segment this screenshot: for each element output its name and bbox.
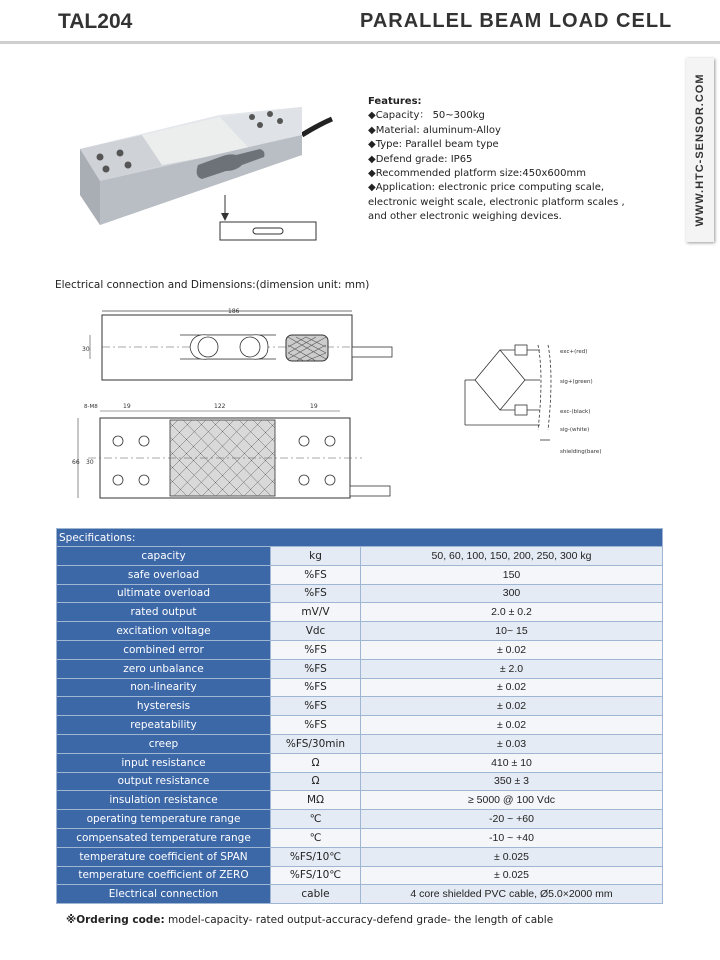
table-row — [57, 603, 663, 622]
spec-value: 410 ± 10 — [361, 753, 663, 772]
spec-unit: kg — [271, 547, 361, 566]
features-block — [368, 95, 668, 225]
spec-unit: %FS — [271, 584, 361, 603]
spec-value: 10~ 15 — [361, 622, 663, 641]
wire-label: exc-(black) — [560, 409, 591, 415]
spec-name: capacity — [57, 547, 271, 566]
ordering-code — [66, 914, 553, 926]
top-view-drawing — [70, 398, 400, 508]
spec-value: 50, 60, 100, 150, 200, 250, 300 kg — [361, 547, 663, 566]
table-row — [57, 810, 663, 829]
spec-name: repeatability — [57, 716, 271, 735]
spec-name: input resistance — [57, 753, 271, 772]
spec-name: output resistance — [57, 772, 271, 791]
spec-name: Electrical connection — [57, 885, 271, 904]
table-row — [57, 659, 663, 678]
spec-name: rated output — [57, 603, 271, 622]
spec-value: 350 ± 3 — [361, 772, 663, 791]
spec-name: ultimate overload — [57, 584, 271, 603]
spec-value: ± 0.02 — [361, 678, 663, 697]
header-divider — [0, 41, 720, 44]
spec-value: ± 0.02 — [361, 697, 663, 716]
wire-label: exc+(red) — [560, 349, 588, 355]
spec-unit: %FS — [271, 716, 361, 735]
spec-name: non-linearity — [57, 678, 271, 697]
feature-item: electronic weight scale, electronic platform scales , — [368, 196, 625, 208]
spec-unit: cable — [271, 885, 361, 904]
table-row — [57, 828, 663, 847]
spec-name: combined error — [57, 640, 271, 659]
table-row — [57, 697, 663, 716]
website-label: WWW.HTC-SENSOR.COM — [694, 73, 706, 227]
spec-unit: %FS — [271, 678, 361, 697]
specifications-heading: Specifications: — [57, 529, 663, 547]
spec-value: 4 core shielded PVC cable, Ø5.0×2000 mm — [361, 885, 663, 904]
spec-unit: %FS — [271, 697, 361, 716]
spec-unit: mV/V — [271, 603, 361, 622]
table-row — [57, 547, 663, 566]
spec-value: ± 0.02 — [361, 716, 663, 735]
spec-value: -10 ~ +40 — [361, 828, 663, 847]
spec-name: compensated temperature range — [57, 828, 271, 847]
spec-value: 300 — [361, 584, 663, 603]
spec-name: creep — [57, 734, 271, 753]
dim-offset-right-label: 19 — [310, 403, 318, 410]
dimensions-title: Electrical connection and Dimensions:(dimension unit: mm) — [55, 279, 370, 291]
wire-label: shielding(bare) — [560, 449, 602, 455]
spec-unit: Ω — [271, 753, 361, 772]
spec-value: ± 0.02 — [361, 640, 663, 659]
spec-name: insulation resistance — [57, 791, 271, 810]
feature-item: ◆Type: Parallel beam type — [368, 139, 499, 151]
spec-unit: %FS — [271, 565, 361, 584]
spec-value: ± 2.0 — [361, 659, 663, 678]
feature-item: ◆Application: electronic price computing scale, — [368, 182, 605, 194]
dim-spacing-label: 122 — [214, 403, 226, 410]
wire-label: sig-(white) — [560, 427, 590, 433]
table-row — [57, 791, 663, 810]
spec-unit: MΩ — [271, 791, 361, 810]
spec-value: 150 — [361, 565, 663, 584]
dim-inner-width-label: 30 — [86, 459, 94, 466]
side-view-drawing — [80, 305, 400, 395]
website-tab — [686, 58, 714, 242]
table-row — [57, 565, 663, 584]
spec-value: ≥ 5000 @ 100 Vdc — [361, 791, 663, 810]
table-row — [57, 622, 663, 641]
spec-name: excitation voltage — [57, 622, 271, 641]
spec-value: -20 ~ +60 — [361, 810, 663, 829]
table-row — [57, 678, 663, 697]
table-row — [57, 885, 663, 904]
table-row — [57, 866, 663, 885]
spec-name: temperature coefficient of SPAN — [57, 847, 271, 866]
table-row — [57, 640, 663, 659]
load-cell-photo — [70, 95, 340, 255]
table-row — [57, 753, 663, 772]
model-title: TAL204 — [58, 10, 133, 33]
dim-hole-label: 8-M8 — [84, 404, 98, 410]
table-row — [57, 847, 663, 866]
feature-item: ◆Material: aluminum-Alloy — [368, 124, 501, 136]
spec-unit: %FS/30min — [271, 734, 361, 753]
feature-item: ◆Defend grade: IP65 — [368, 153, 473, 165]
spec-unit: %FS — [271, 640, 361, 659]
spec-value: 2.0 ± 0.2 — [361, 603, 663, 622]
spec-unit: ℃ — [271, 810, 361, 829]
spec-value: ± 0.025 — [361, 866, 663, 885]
dim-width-label: 66 — [72, 459, 80, 466]
ordering-text: model-capacity- rated output-accuracy-defend grade- the length of cable — [164, 914, 554, 926]
spec-unit: %FS/10℃ — [271, 847, 361, 866]
specifications-table — [56, 528, 663, 904]
table-row — [57, 772, 663, 791]
product-title: PARALLEL BEAM LOAD CELL — [360, 10, 673, 32]
features-heading: Features: — [368, 96, 422, 107]
feature-item: ◆Capacity： 50~300kg — [368, 110, 485, 122]
spec-value: ± 0.03 — [361, 734, 663, 753]
spec-unit: %FS — [271, 659, 361, 678]
spec-value: ± 0.025 — [361, 847, 663, 866]
table-row — [57, 584, 663, 603]
feature-item: and other electronic weighing devices. — [368, 211, 562, 223]
table-row — [57, 716, 663, 735]
wiring-diagram — [460, 335, 620, 460]
spec-name: safe overload — [57, 565, 271, 584]
table-row — [57, 734, 663, 753]
table-header-row — [57, 529, 663, 547]
dim-offset-label: 19 — [123, 403, 131, 410]
spec-unit: Vdc — [271, 622, 361, 641]
spec-name: zero unbalance — [57, 659, 271, 678]
dim-height-label: 30 — [82, 346, 90, 353]
spec-name: temperature coefficient of ZERO — [57, 866, 271, 885]
ordering-label: ※Ordering code: — [66, 914, 165, 926]
dim-length-label: 186 — [228, 308, 240, 315]
spec-name: operating temperature range — [57, 810, 271, 829]
spec-unit: ℃ — [271, 828, 361, 847]
feature-item: ◆Recommended platform size:450x600mm — [368, 168, 586, 180]
spec-unit: Ω — [271, 772, 361, 791]
spec-name: hysteresis — [57, 697, 271, 716]
wire-label: sig+(green) — [560, 379, 593, 385]
spec-unit: %FS/10℃ — [271, 866, 361, 885]
